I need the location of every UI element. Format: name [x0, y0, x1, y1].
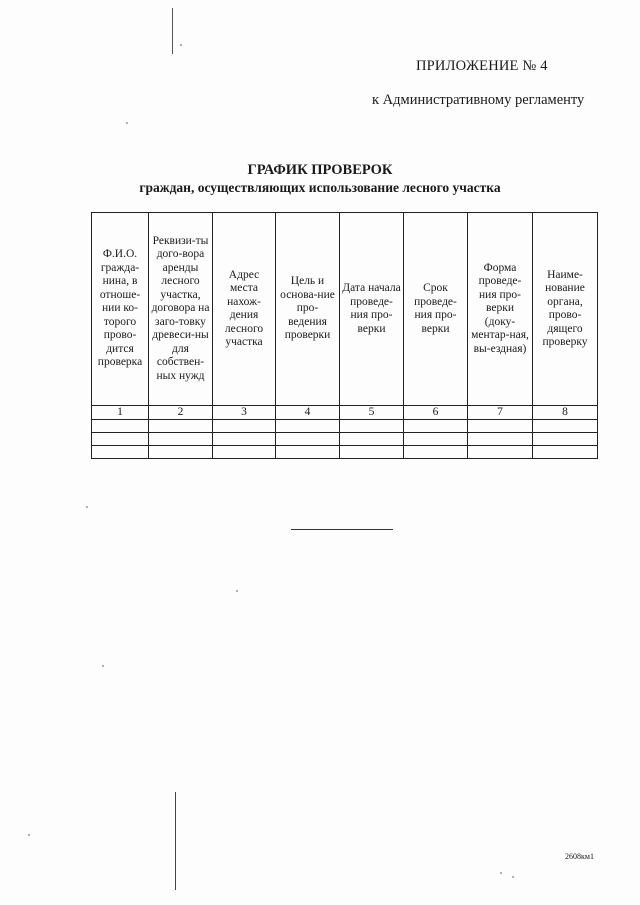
column-header-duration: Срок проведе-ния про-верки [404, 213, 468, 406]
inspection-schedule-table [91, 212, 598, 459]
table-cell [92, 433, 149, 446]
document-subtitle: граждан, осуществляющих использование лесного участка [139, 180, 501, 195]
end-divider-line [291, 529, 393, 530]
table-cell [276, 446, 340, 459]
column-header-plot-address: Адрес места нахож-дения лесного участка [213, 213, 276, 406]
table-cell [149, 420, 213, 433]
scan-artifact-line [172, 8, 173, 54]
column-header-authority: Наиме-нование органа, прово-дящего проверку [533, 213, 598, 406]
column-header-contract-details: Реквизи-ты дого-вора аренды лесного участка, договора на заго-товку древеси-ны для собствен-ных нужд [149, 213, 213, 406]
column-header-purpose: Цель и основа-ние про-ведения проверки [276, 213, 340, 406]
table-cell [533, 433, 598, 446]
document-code: 2608км1 [565, 852, 594, 861]
document-title: ГРАФИК ПРОВЕРОК [247, 162, 393, 178]
table-cell [404, 420, 468, 433]
scan-artifact-line [175, 792, 176, 890]
table-cell [92, 420, 149, 433]
scan-speck [28, 834, 30, 836]
column-header-inspection-form: Форма проведе-ния про-верки (доку-ментар-ная, вы-ездная) [468, 213, 533, 406]
scan-speck [180, 44, 182, 46]
table-row [92, 446, 598, 459]
table-cell [404, 446, 468, 459]
table-cell [276, 420, 340, 433]
column-number: 3 [213, 406, 276, 420]
table-cell [533, 446, 598, 459]
table-cell [340, 433, 404, 446]
scan-speck [236, 590, 238, 592]
scan-speck [102, 665, 104, 667]
table-cell [468, 420, 533, 433]
column-number: 7 [468, 406, 533, 420]
scan-speck [126, 122, 128, 124]
scan-speck [512, 876, 514, 878]
table-header-row [92, 213, 598, 406]
table-cell [404, 433, 468, 446]
table-cell [340, 420, 404, 433]
column-header-citizen-name: Ф.И.О. гражда-нина, в отноше-нии ко-торого прово-дится проверка [92, 213, 149, 406]
column-number: 6 [404, 406, 468, 420]
table-row [92, 433, 598, 446]
column-header-start-date: Дата начала проведе-ния про-верки [340, 213, 404, 406]
column-number: 2 [149, 406, 213, 420]
table-cell [468, 433, 533, 446]
table-cell [213, 433, 276, 446]
table-cell [276, 433, 340, 446]
table-cell [340, 446, 404, 459]
column-number: 8 [533, 406, 598, 420]
table-cell [92, 446, 149, 459]
column-number-row [92, 406, 598, 420]
appendix-label: ПРИЛОЖЕНИЕ № 4 [416, 58, 548, 74]
table-cell [213, 420, 276, 433]
table-cell [533, 420, 598, 433]
table-cell [213, 446, 276, 459]
scan-speck [500, 872, 502, 874]
table-cell [149, 433, 213, 446]
column-number: 4 [276, 406, 340, 420]
table-cell [149, 446, 213, 459]
scan-speck [86, 506, 88, 508]
table-row [92, 420, 598, 433]
column-number: 5 [340, 406, 404, 420]
column-number: 1 [92, 406, 149, 420]
table-cell [468, 446, 533, 459]
regulation-reference: к Административному регламенту [372, 92, 585, 108]
